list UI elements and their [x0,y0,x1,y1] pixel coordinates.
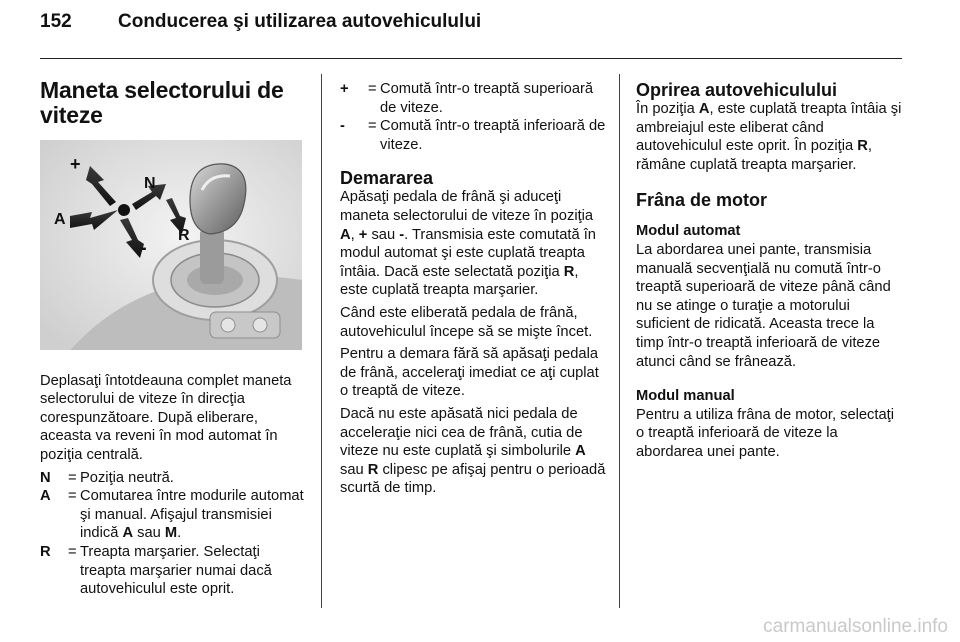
automatic-mode-paragraph: La abordarea unei pante, transmisia manuală secvenţială nu comută într-o treaptă superioară de viteze până când nu se atinge o turaţie a motorului suficient de ridicată. Aceasta trece la timp într-o treaptă inferioară de viteze atunci când se frânează. [636,241,891,370]
definition-list-positions [40,469,308,599]
definition-key: A [40,488,51,505]
column-1 [40,78,308,599]
definition-key: R [40,543,51,560]
figure-label-a: A [54,211,66,228]
column-divider-1 [321,74,322,608]
definition-key: - [340,118,345,135]
definition-plus [340,80,608,117]
figure-label-plus: + [70,154,81,174]
definition-eq: = [68,543,77,560]
definition-eq: = [68,469,77,486]
definition-a [40,487,308,543]
manual-mode-paragraph: Pentru a utiliza frâna de motor, selectaţi o treaptă inferioară de viteze la abordarea unei pante. [636,406,894,460]
definition-key: N [40,469,51,486]
page-number: 152 [40,11,72,32]
definition-key: + [340,81,349,97]
definition-text: Comutarea între modurile automat şi manual. Afişajul transmisiei indică A sau M. [80,488,304,542]
definition-eq: = [68,488,77,505]
gear-selector-illustration [40,140,302,350]
intro-paragraph: Deplasaţi întotdeauna complet maneta selectorului de viteze în direcţia corespunzătoare. După eliberare, aceasta va reveni în mod automat în poziţia centrală. [40,372,292,463]
column-divider-2 [619,74,620,608]
section-heading-selector-lever: Maneta selectorului de viteze [40,77,284,128]
stopping-paragraph: În poziţia A, este cuplată treapta întâia şi ambreiajul este eliberat când autovehiculul este oprit. În poziţia R, rămâne cuplată treapta marşarier. [636,101,902,173]
starting-paragraph-1: Apăsaţi pedala de frână şi aduceţi maneta selectorului de viteze în poziţia A, + sau -. Transmisia este comutată în modul automat şi este cuplată treapta întâia. Dacă este selectată poziţia R, este cuplată treapta marşarier. [340,189,596,299]
definition-text: Treapta marşarier. Selectaţi treapta marşarier numai dacă autovehiculul este oprit. [80,543,272,598]
column-3 [636,80,906,466]
definition-eq: = [368,81,377,97]
figure-label-n: N [144,175,156,192]
figure-label-minus: - [140,237,147,259]
definition-text: Comută într-o treaptă inferioară de viteze. [380,118,606,153]
definition-text: Poziţia neutră. [80,469,174,486]
section-heading-starting: Demararea [340,168,434,189]
subheading-automatic-mode: Modul automat [636,223,741,240]
definition-minus [340,117,608,154]
header-rule [40,58,902,59]
definition-r [40,543,308,599]
starting-paragraph-2: Când este eliberată pedala de frână, autovehiculul începe să se mişte încet. [340,304,593,340]
starting-paragraph-3: Pentru a demara fără să apăsaţi pedala de frână, acceleraţi imediat ce aţi cuplat o treaptă de viteze. [340,346,599,400]
chapter-title: Conducerea şi utilizarea autovehiculului [118,11,482,32]
column-2 [340,80,608,502]
definition-text: Comută într-o treaptă superioară de viteze. [380,81,594,116]
definition-n [40,469,308,488]
section-heading-stopping: Oprirea autovehiculului [636,80,838,100]
watermark: carmanualsonline.info [763,616,948,637]
starting-paragraph-4: Dacă nu este apăsată nici pedala de acceleraţie nici cea de frână, cutia de viteze nu este cuplată şi simbolurile A sau R clipesc pe afişaj pentru o perioadă scurtă de timp. [340,405,606,497]
figure-label-r: R [178,227,190,244]
definition-list-shift [340,80,608,154]
definition-eq: = [368,118,377,135]
section-heading-engine-brake: Frâna de motor [636,190,768,211]
subheading-manual-mode: Modul manual [636,388,735,405]
